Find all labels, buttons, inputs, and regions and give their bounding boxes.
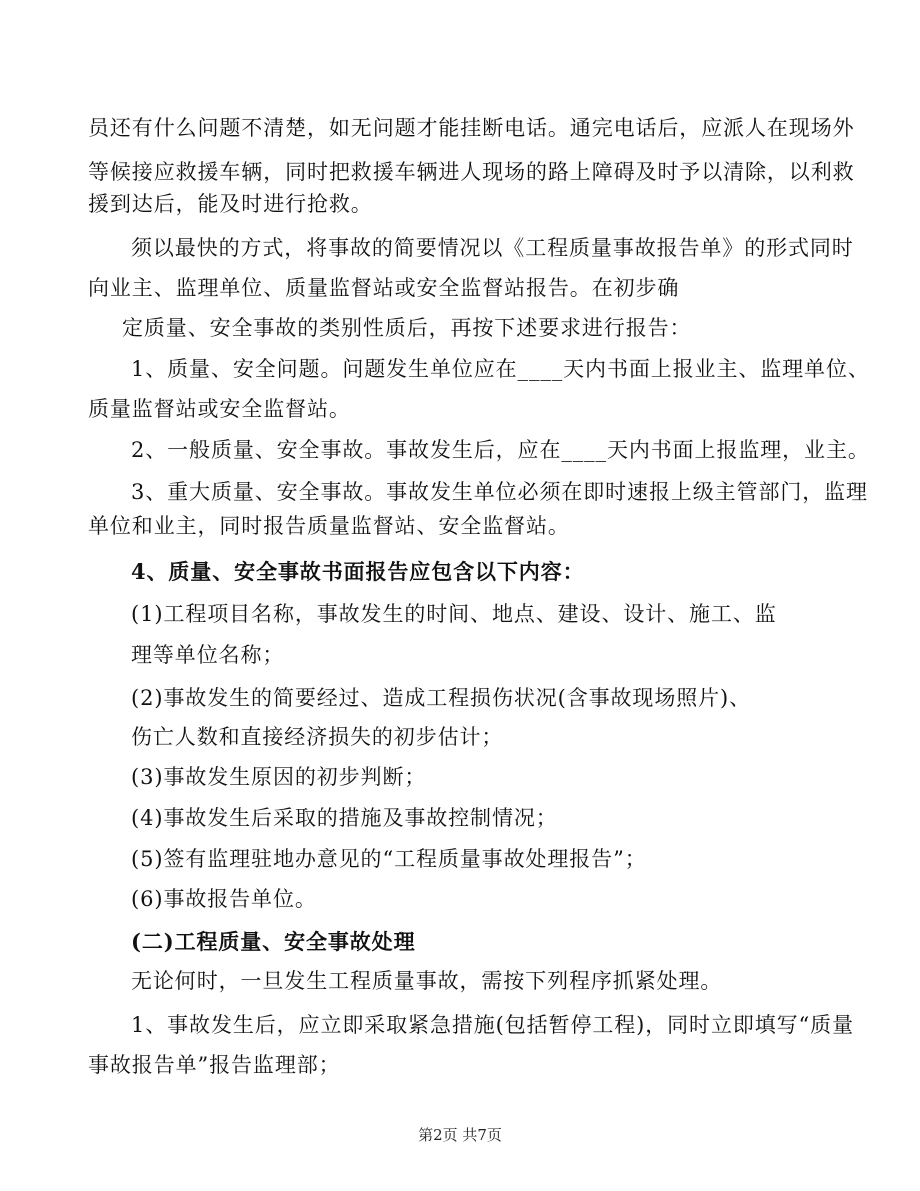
text-line: (2)事故发生的简要经过、造成工程损伤状况(含事故现场照片)、 [131, 686, 752, 710]
text-line: (1)工程项目名称，事故发生的时间、地点、建设、设计、施工、监 [131, 602, 777, 626]
text-line: 向业主、监理单位、质量监督站或安全监督站报告。在初步确 [88, 276, 680, 300]
text-line: 伤亡人数和直接经济损失的初步估计； [131, 725, 504, 749]
text-line: 事故报告单”报告监理部； [88, 1053, 341, 1077]
page-number-footer: 第2页 共7页 [418, 1126, 502, 1144]
text-line: 单位和业主，同时报告质量监督站、安全监督站。 [88, 514, 570, 538]
text-line: 援到达后，能及时进行抢救。 [88, 192, 373, 216]
section-heading: 4、质量、安全事故书面报告应包含以下内容： [131, 559, 585, 584]
text-line: (3)事故发生原因的初步判断； [131, 765, 427, 789]
text-line: 员还有什么问题不清楚，如无问题才能挂断电话。通完电话后，应派人在现场外 [88, 116, 855, 140]
text-line: 3、重大质量、安全事故。事故发生单位必须在即时速报上级主管部门，监理 [131, 480, 868, 504]
text-line: (5)签有监理驻地办意见的“工程质量事故处理报告”； [131, 847, 647, 871]
text-line: 2、一般质量、安全事故。事故发生后，应在____天内书面上报监理，业主。 [131, 438, 870, 462]
text-line: 无论何时，一旦发生工程质量事故，需按下列程序抓紧处理。 [131, 969, 723, 993]
text-line: (6)事故报告单位。 [131, 887, 317, 911]
text-line: 质量监督站或安全监督站。 [88, 397, 351, 421]
text-line: 1、质量、安全问题。问题发生单位应在____天内书面上报业主、监理单位、 [131, 357, 870, 381]
text-line: 须以最快的方式，将事故的简要情况以《工程质量事故报告单》的形式同时 [131, 236, 854, 260]
text-line: (4)事故发生后采取的措施及事故控制情况； [131, 806, 558, 830]
text-line: 理等单位名称； [131, 643, 285, 667]
text-line: 定质量、安全事故的类别性质后，再按下述要求进行报告： [122, 316, 692, 340]
text-line: 等候接应救援车辆，同时把救援车辆进人现场的路上障碍及时予以清除，以利救 [88, 160, 855, 184]
section-heading: (二)工程质量、安全事故处理 [131, 929, 416, 954]
text-line: 1、事故发生后，应立即采取紧急措施(包括暂停工程)，同时立即填写“质量 [131, 1013, 854, 1037]
